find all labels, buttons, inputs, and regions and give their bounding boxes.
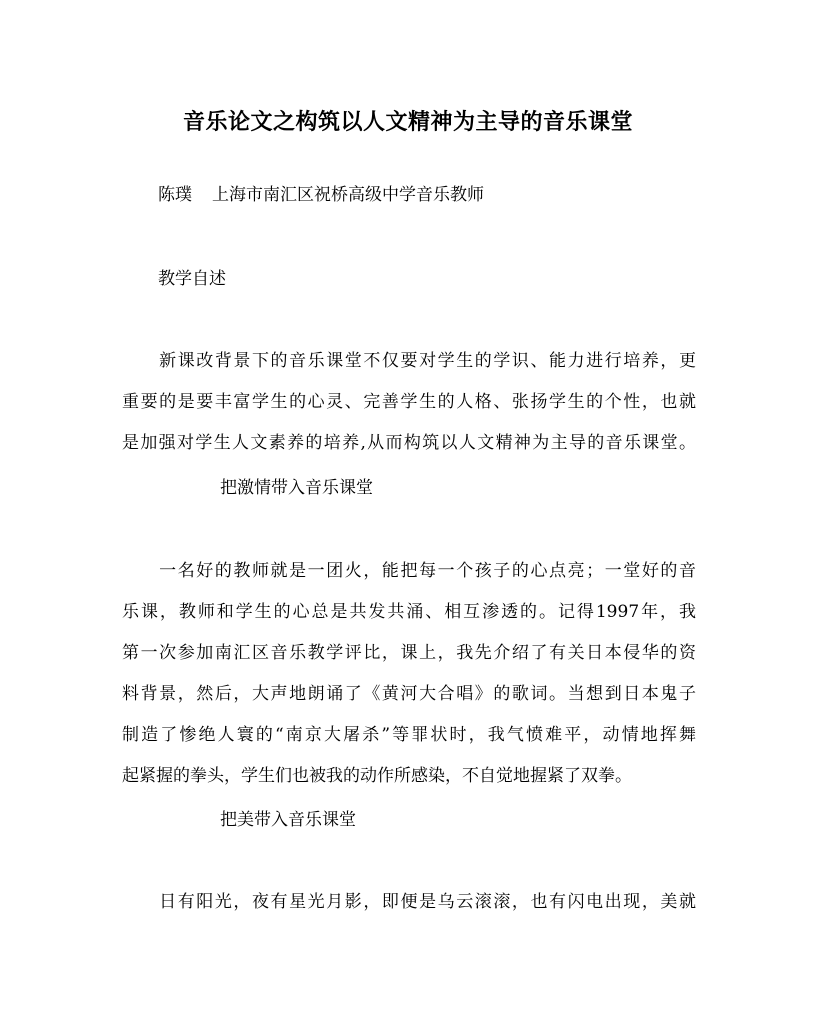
author-name: 陈璞 — [158, 185, 192, 205]
paragraph-line: 料背景，然后，大声地朗诵了《黄河大合唱》的歌词。当想到日本鬼子 — [122, 684, 696, 704]
paragraph-line: 重要的是要丰富学生的心灵、完善学生的人格、张扬学生的个性，也就 — [122, 392, 696, 412]
paragraph-line: 第一次参加南汇区音乐教学评比，课上，我先介绍了有关日本侵华的资 — [122, 643, 696, 663]
author-line — [158, 181, 484, 209]
paragraph-line: 是加强对学生人文素养的培养,从而构筑以人文精神为主导的音乐课堂。 — [122, 433, 696, 453]
paragraph-line: 新课改背景下的音乐课堂不仅要对学生的学识、能力进行培养，更 — [122, 351, 696, 371]
intro-paragraph — [122, 341, 696, 464]
paragraph-line: 起紧握的拳头，学生们也被我的动作所感染，不自觉地握紧了双拳。 — [122, 766, 632, 786]
passion-paragraph — [122, 551, 696, 797]
paragraph-line: 日有阳光，夜有星光月影，即便是乌云滚滚，也有闪电出现，美就 — [122, 892, 696, 912]
paragraph-line: 乐课，教师和学生的心总是共发共涌、相互渗透的。记得1997年，我 — [122, 602, 696, 622]
beauty-paragraph — [122, 882, 696, 923]
document-title: 音乐论文之构筑以人文精神为主导的音乐课堂 — [182, 109, 633, 135]
paragraph-line: 一名好的教师就是一团火，能把每一个孩子的心点亮；一堂好的音 — [122, 561, 696, 581]
paragraph-line: 制造了惨绝人寰的“南京大屠杀”等罪状时，我气愤难平，动情地挥舞 — [122, 725, 696, 745]
author-affiliation: 上海市南汇区祝桥高级中学音乐教师 — [212, 185, 484, 205]
section-heading-self-statement: 教学自述 — [158, 269, 226, 289]
section-heading-beauty: 把美带入音乐课堂 — [220, 810, 356, 830]
section-heading-passion: 把激情带入音乐课堂 — [220, 478, 373, 498]
